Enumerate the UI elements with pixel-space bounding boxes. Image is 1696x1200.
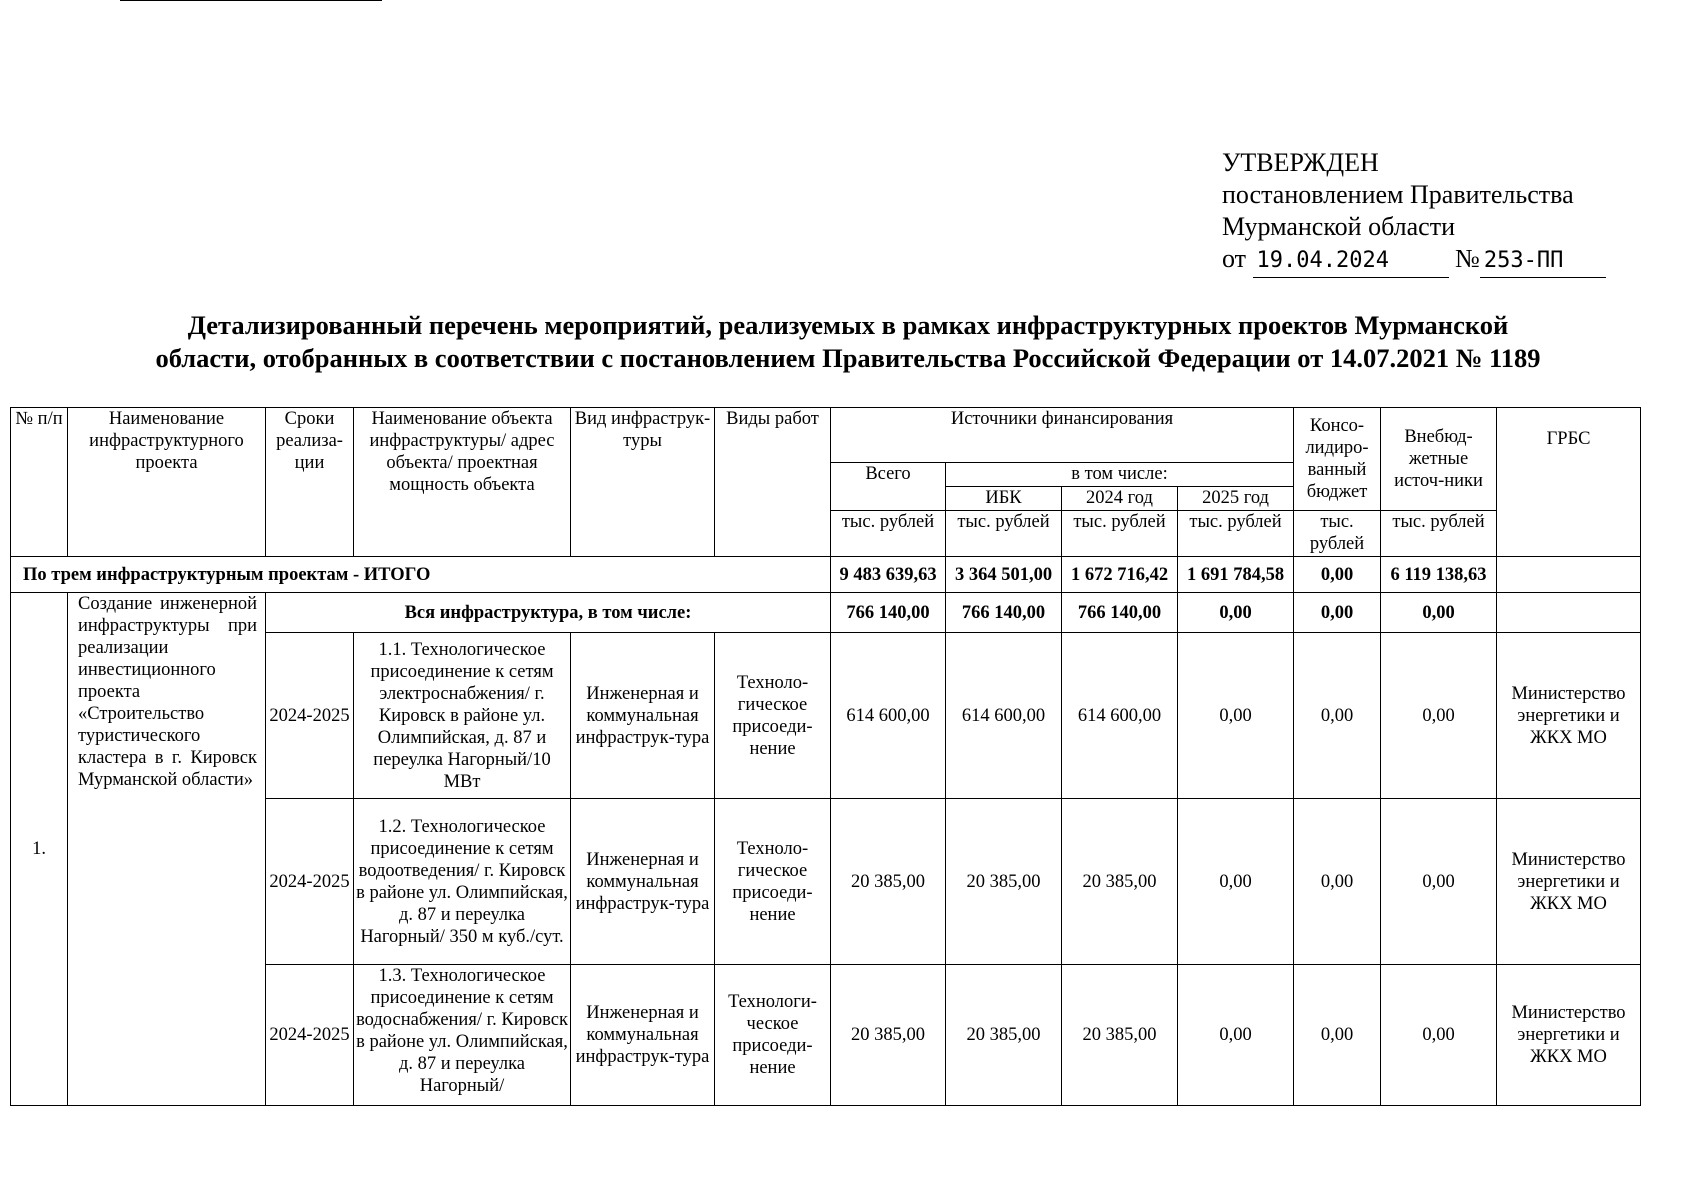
- item1-infra-type: Инженерная и коммунальная инфраструк-тура: [571, 633, 715, 799]
- project1-all-label: Вся инфраструктура, в том числе:: [266, 593, 831, 633]
- item2-2024: 20 385,00: [1062, 799, 1178, 965]
- item3-works: Технологи-ческое присоеди-нение: [715, 965, 831, 1106]
- document-title: [40, 309, 1656, 375]
- item1-object: 1.1. Технологическое присоединение к сетям электроснабжения/ г. Кировск в районе ул. Олимпийская, д. 87 и переулка Нагорный/10 МВт: [354, 633, 571, 799]
- title-line1: Детализированный перечень мероприятий, реализуемых в рамках инфраструктурных проектов Мурманской: [187, 310, 1509, 340]
- project1-all-total: 766 140,00: [831, 593, 946, 633]
- item1-2025: 0,00: [1178, 633, 1294, 799]
- header-row-1: [11, 408, 1641, 463]
- number-prefix: №: [1455, 244, 1480, 273]
- project1-name: Создание инженерной инфраструктуры при реализации инвестиционного проекта «Строительство туристического кластера в г. Кировск Мурманской области»: [68, 593, 266, 1106]
- item3-object: 1.3. Технологическое присоединение к сетям водоснабжения/ г. Кировск в районе ул. Олимпийская, д. 87 и переулка Нагорный/: [356, 966, 568, 1096]
- item2-terms: 2024-2025: [266, 799, 354, 965]
- item1-grbs: Министерство энергетики и ЖКХ МО: [1497, 633, 1641, 799]
- header-including: в том числе:: [946, 463, 1294, 487]
- project1-all-ibk: 766 140,00: [946, 593, 1062, 633]
- unit-2024: тыс. рублей: [1062, 511, 1178, 557]
- header-total: Всего: [831, 463, 946, 511]
- header-consolidated: Консо-лидиро-ванный бюджет: [1294, 408, 1381, 511]
- project1-all-row: [11, 593, 1641, 633]
- unit-consolidated: тыс. рублей: [1294, 511, 1381, 557]
- header-2024: 2024 год: [1062, 487, 1178, 511]
- project1-all-2024: 766 140,00: [1062, 593, 1178, 633]
- header-grbs: ГРБС: [1497, 408, 1641, 557]
- header-infra-type: Вид инфраструк-туры: [571, 408, 715, 557]
- approval-line2: постановлением Правительства: [1222, 180, 1574, 209]
- projects-table: [10, 407, 1641, 1106]
- total-extrabudget: 6 119 138,63: [1381, 557, 1497, 593]
- header-ibk: ИБК: [946, 487, 1062, 511]
- item2-infra-type: Инженерная и коммунальная инфраструк-тура: [571, 799, 715, 965]
- header-object: Наименование объекта инфраструктуры/ адрес объекта/ проектная мощность объекта: [354, 408, 571, 557]
- approval-number: 253-ПП: [1480, 245, 1606, 278]
- top-rule: [120, 0, 382, 1]
- item1-consolidated: 0,00: [1294, 633, 1381, 799]
- header-2025: 2025 год: [1178, 487, 1294, 511]
- item2-2025: 0,00: [1178, 799, 1294, 965]
- item3-extrabudget: 0,00: [1381, 965, 1497, 1106]
- item2-grbs: Министерство энергетики и ЖКХ МО: [1497, 799, 1641, 965]
- item2-extrabudget: 0,00: [1381, 799, 1497, 965]
- item2-consolidated: 0,00: [1294, 799, 1381, 965]
- total-2025: 1 691 784,58: [1178, 557, 1294, 593]
- item1-ibk: 614 600,00: [946, 633, 1062, 799]
- total-2024: 1 672 716,42: [1062, 557, 1178, 593]
- project1-all-grbs-empty: [1497, 593, 1641, 633]
- total-sum: 9 483 639,63: [831, 557, 946, 593]
- unit-extrabudget: тыс. рублей: [1381, 511, 1497, 557]
- project1-num: 1.: [11, 593, 68, 1106]
- header-sources: Источники финансирования: [831, 408, 1294, 463]
- approval-date-row: [1222, 243, 1606, 278]
- item1-total: 614 600,00: [831, 633, 946, 799]
- project1-all-consolidated: 0,00: [1294, 593, 1381, 633]
- title-line2: области, отобранных в соответствии с постановлением Правительства Российской Федерации от 14.07.2021 № 1189: [155, 343, 1541, 373]
- item3-object-cell: [354, 965, 571, 1106]
- approval-date: 19.04.2024: [1253, 245, 1449, 278]
- item1-extrabudget: 0,00: [1381, 633, 1497, 799]
- project1-all-2025: 0,00: [1178, 593, 1294, 633]
- item2-total: 20 385,00: [831, 799, 946, 965]
- header-extrabudget: Внебюд-жетные источ-ники: [1381, 408, 1497, 511]
- unit-ibk: тыс. рублей: [946, 511, 1062, 557]
- item3-ibk: 20 385,00: [946, 965, 1062, 1106]
- item3-grbs: Министерство энергетики и ЖКХ МО: [1497, 965, 1641, 1106]
- approval-line3: Мурманской области: [1222, 212, 1455, 241]
- date-prefix: от: [1222, 244, 1247, 273]
- item3-infra-type: Инженерная и коммунальная инфраструк-тура: [571, 965, 715, 1106]
- approval-stamp: [1222, 147, 1606, 278]
- item3-total: 20 385,00: [831, 965, 946, 1106]
- item2-works: Техноло-гическое присоеди-нение: [715, 799, 831, 965]
- header-works: Виды работ: [715, 408, 831, 557]
- item3-2024: 20 385,00: [1062, 965, 1178, 1106]
- header-num: № п/п: [11, 408, 68, 557]
- total-ibk: 3 364 501,00: [946, 557, 1062, 593]
- item2-ibk: 20 385,00: [946, 799, 1062, 965]
- item1-terms: 2024-2025: [266, 633, 354, 799]
- approval-line1: УТВЕРЖДЕН: [1222, 148, 1379, 177]
- header-project: Наименование инфраструктурного проекта: [68, 408, 266, 557]
- total-row: [11, 557, 1641, 593]
- total-label: По трем инфраструктурным проектам - ИТОГО: [11, 557, 831, 593]
- item2-object: 1.2. Технологическое присоединение к сетям водоотведения/ г. Кировск в районе ул. Олимпийская, д. 87 и переулка Нагорный/ 350 м куб./сут.: [354, 799, 571, 965]
- unit-2025: тыс. рублей: [1178, 511, 1294, 557]
- total-grbs-empty: [1497, 557, 1641, 593]
- item3-terms: 2024-2025: [266, 965, 354, 1106]
- item1-2024: 614 600,00: [1062, 633, 1178, 799]
- header-terms: Сроки реализа-ции: [266, 408, 354, 557]
- unit-total: тыс. рублей: [831, 511, 946, 557]
- project1-all-extrabudget: 0,00: [1381, 593, 1497, 633]
- total-consolidated: 0,00: [1294, 557, 1381, 593]
- item1-works: Техноло-гическое присоеди-нение: [715, 633, 831, 799]
- item3-2025: 0,00: [1178, 965, 1294, 1106]
- item3-consolidated: 0,00: [1294, 965, 1381, 1106]
